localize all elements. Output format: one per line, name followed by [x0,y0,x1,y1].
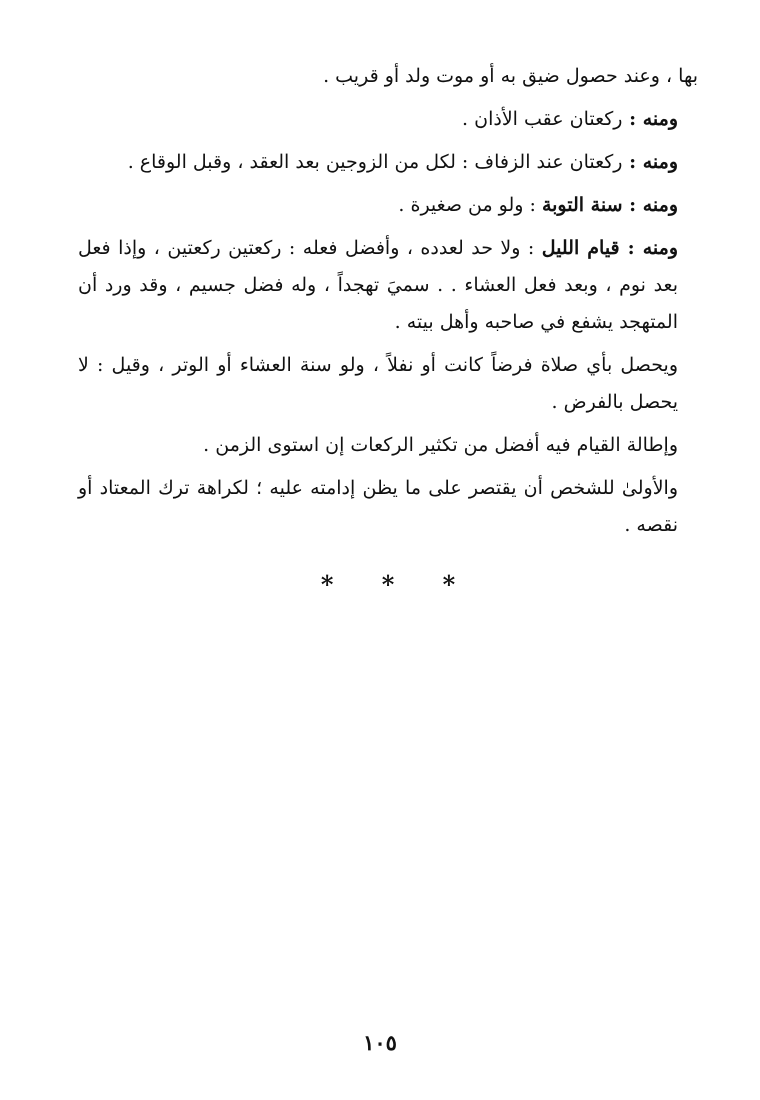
paragraph-lead: ومنه : [622,194,678,216]
paragraph-text: ويحصل بأي صلاة فرضاً كانت أو نفلاً ، ولو سنة العشاء أو الوتر ، وقيل : لا يحصل بالفرض . [78,354,678,413]
paragraph-6 [78,347,698,421]
paragraph-term: سنة التوبة [541,194,623,216]
paragraph-lead: ومنه : [622,151,678,173]
paragraph-3 [78,144,698,181]
paragraph-2 [78,101,698,138]
paragraph-text: ركعتان عند الزفاف : لكل من الزوجين بعد العقد ، وقبل الوقاع . [127,151,623,173]
paragraph-lead: ومنه : [622,108,678,130]
page-body [78,58,698,603]
paragraph-text: والأولىٰ للشخص أن يقتصر على ما يظن إدامته عليه ؛ لكراهة ترك المعتاد أو نقصه . [78,477,678,536]
paragraph-7 [78,427,698,464]
paragraph-4 [78,187,698,224]
section-separator: * * * [320,570,476,599]
paragraph-lead: ومنه : [619,237,679,259]
paragraph-text: : ولا حد لعدده ، وأفضل فعله : ركعتين ركعتين ، وإذا فعل بعد نوم ، وبعد فعل العشاء . . سميَ تهجداً ، وله فضل جسيم ، وقد ورد أن المتهجد يشفع في صاحبه وأهل بيته . [78,237,678,333]
paragraph-text: : ولو من صغيرة . [398,194,542,216]
page-number: ١٠٥ [363,1030,397,1055]
paragraph-5 [78,230,698,341]
paragraph-1 [78,58,698,95]
paragraph-8 [78,470,698,544]
paragraph-term: قيام الليل [541,237,620,259]
paragraph-text: بها ، وعند حصول ضيق به أو موت ولد أو قريب . [323,65,698,87]
paragraph-text: ركعتان عقب الأذان . [462,108,623,130]
paragraph-text: وإطالة القيام فيه أفضل من تكثير الركعات إن استوى الزمن . [203,434,678,456]
